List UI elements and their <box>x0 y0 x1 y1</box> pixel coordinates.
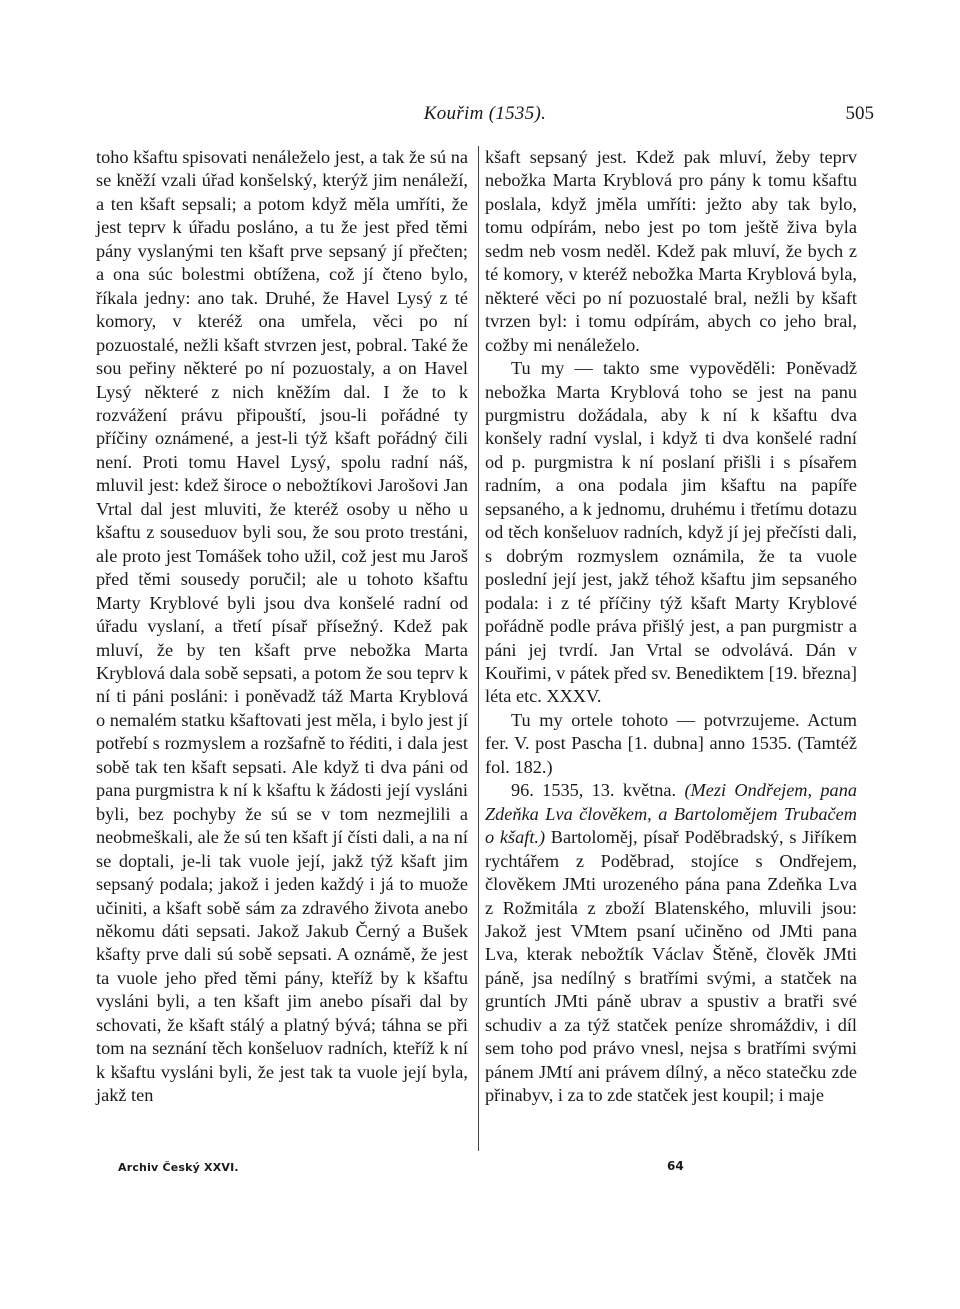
entry-heading: 96. 1535, 13. května. <box>511 780 677 801</box>
column-divider <box>478 146 479 1151</box>
right-paragraph-3: Tu my ortele tohoto — potvrzujeme. Actum fer. V. post Pascha [1. dubna] anno 1535. (Tamtéž fol. 182.) <box>485 709 857 777</box>
printer-signature: Archiv Český XXVI. <box>118 1161 239 1174</box>
right-paragraph-1: kšaft sepsaný jest. Kdež pak mluví, žeby teprv nebožka Marta Kryblová pro pány k tomu kšaftu poslala, když jměla umříti: ježto aby tak bylo, tomu odpírám, nebo jest po tom ještě živa byla sedm neb vosm neděl. Kdež pak mluví, že bych z té komory, v kteréž nebožka Marta Kryblová byla, některé věci po ní pozuostalé bral, nežli by kšaft tvrzen byl: i tomu odpírám, abych co jeho bral, cožby mi nenáleželo. <box>485 147 857 355</box>
running-head: Kouřim (1535). <box>423 103 547 124</box>
right-paragraph-2: Tu my — takto sme vypověděli: Poněvadž nebožka Marta Kryblová toho se jest na panu purgmistru dožádala, aby k ní k kšaftu dva konšely radní vyslal, i když ti dva konšelé radní od p. purgmistra k ní poslaní přišli i s písařem radním, a ona podala jim kšaftu na papíře sepsaného, a k jednomu, druhému i třetímu dotazu od těch konšeluov radních, když jí jej přečísti dali, s dobrým rozmyslem oznámila, že ta vuole poslední její jest, jakž téhož kšaftu jim sepsaného podala: i z té příčiny týž kšaft Marty Kryblové pořádně podle práva přišlý jest, a pan purgmistr a páni jej tvrdí. Jan Vrtal se odvolává. Dán v Kouřimi, v pátek před sv. Benediktem [19. března] léta etc. XXXV. <box>485 358 857 707</box>
page-header <box>96 102 874 126</box>
entry-title: (Mezi Ondřejem, pana Zdeňka Lva člověkem, a Bartolomějem Trubačem o kšaft.) <box>485 780 857 848</box>
page-number: 505 <box>845 103 874 124</box>
right-paragraph-4 <box>485 779 857 1107</box>
left-column <box>96 146 468 1108</box>
sheet-number: 64 <box>667 1159 684 1173</box>
left-paragraph: toho kšaftu spisovati nenáleželo jest, a tak že sú na se kněží vzali úřad konšelský, kterýž jim nenáleží, a ten kšaft sepsali; a potom když měla umříti, že jest teprv k úřadu posláno, a tu že jest před těmi pány vyslanými ten kšaft prve sepsaný jí přečten; a ona súc bolestmi obtížena, což jí čteno bylo, říkala jedny: ano tak. Druhé, že Havel Lysý z té komory, v kteréž ona umřela, věci po ní pozuostalé, nežli kšaft stvrzen jest, pobral. Také že sou peřiny některé po ní pozuostaly, a on Havel Lysý některé z nich kněžím dal. I že to k rozvážení právu připouští, jsou-li pořádné ty příčiny oznámené, a jest-li týž kšaft pořádný čili není. Proti tomu Havel Lysý, spolu radní náš, mluvil jest: kdež široce o nebožtíkovi Jarošovi Jan Vrtal dal jest mluviti, že kteréž osoby u něho u kšaftu z souseduov byli sou, že sou proto trestáni, ale proto jest Tomášek toho užil, což jest mu Jaroš před těmi sousedy poručil; ale u tohoto kšaftu Marty Kryblové byli jsou dva konšelé radní od úřadu vyslaní, a třetí písař přísežný. Kdež pak mluví, že by ten kšaft prve nebožka Marta Kryblová dala sobě sepsati, a potom že sou teprv k ní ti páni posláni: i poněvadž táž Marta Kryblová o nemalém statku kšaftovati jest měla, i bylo jest jí potřebí s rozmyslem a rozšafně to řéditi, i dala jest sobě tak ten kšaft sepsati. Ale když ti dva páni od pana purgmistra k ní k kšaftu k žádosti její vysláni byli, bez pochyby že sú se v tom nezmejlili a neobmeškali, ale že sú ten kšaft jí čísti dali, a na ní se doptali, je-li tak vuole její, jakž týž kšaft jim sepsaný podala; jakož i jeden každý i já to muože učiniti, a kšaft sobě sám za zdravého života anebo někomu dáti sepsati. Jakož Jakub Černý a Bušek kšafty prve dali sú sobě sepsati. A oznámě, že jest ta vuole jeho před těmi pány, kteříž by k kšaftu vysláni byli, a ten kšaft jim anebo písaři dal by schovati, že kšaft stálý a platný bývá; táhna se při tom na seznání těch konšeluov radních, kteříž k ní k kšaftu vysláni byli, že jest tak ta vuole její byla, jakž ten <box>96 147 468 1106</box>
right-column <box>485 146 857 1108</box>
entry-body: Bartoloměj, písař Poděbradský, s Jiříkem rychtářem z Poděbrad, stojíce s Ondřejem, člověkem JMti urozeného pána pana Zdeňka Lva z Rožmitála z zboží Blatenského, mluvili jsou: Jakož jest VMtem psaní učiněno od JMti pana Lva, kterak nebožtík Václav Štěně, člověk JMti páně, jsa nedílný s bratřími svými, a statček na gruntích JMti páně ubrav a spustiv a bratři své schudiv a za týž statček peníze shromáždiv, i díl sem toho pod právo vnesl, nejsa s bratřími svými pánem JMtí ani právem dílný, a něco statečku zde přinabyv, i za to zde statček jest koupil; i maje <box>485 827 857 1106</box>
